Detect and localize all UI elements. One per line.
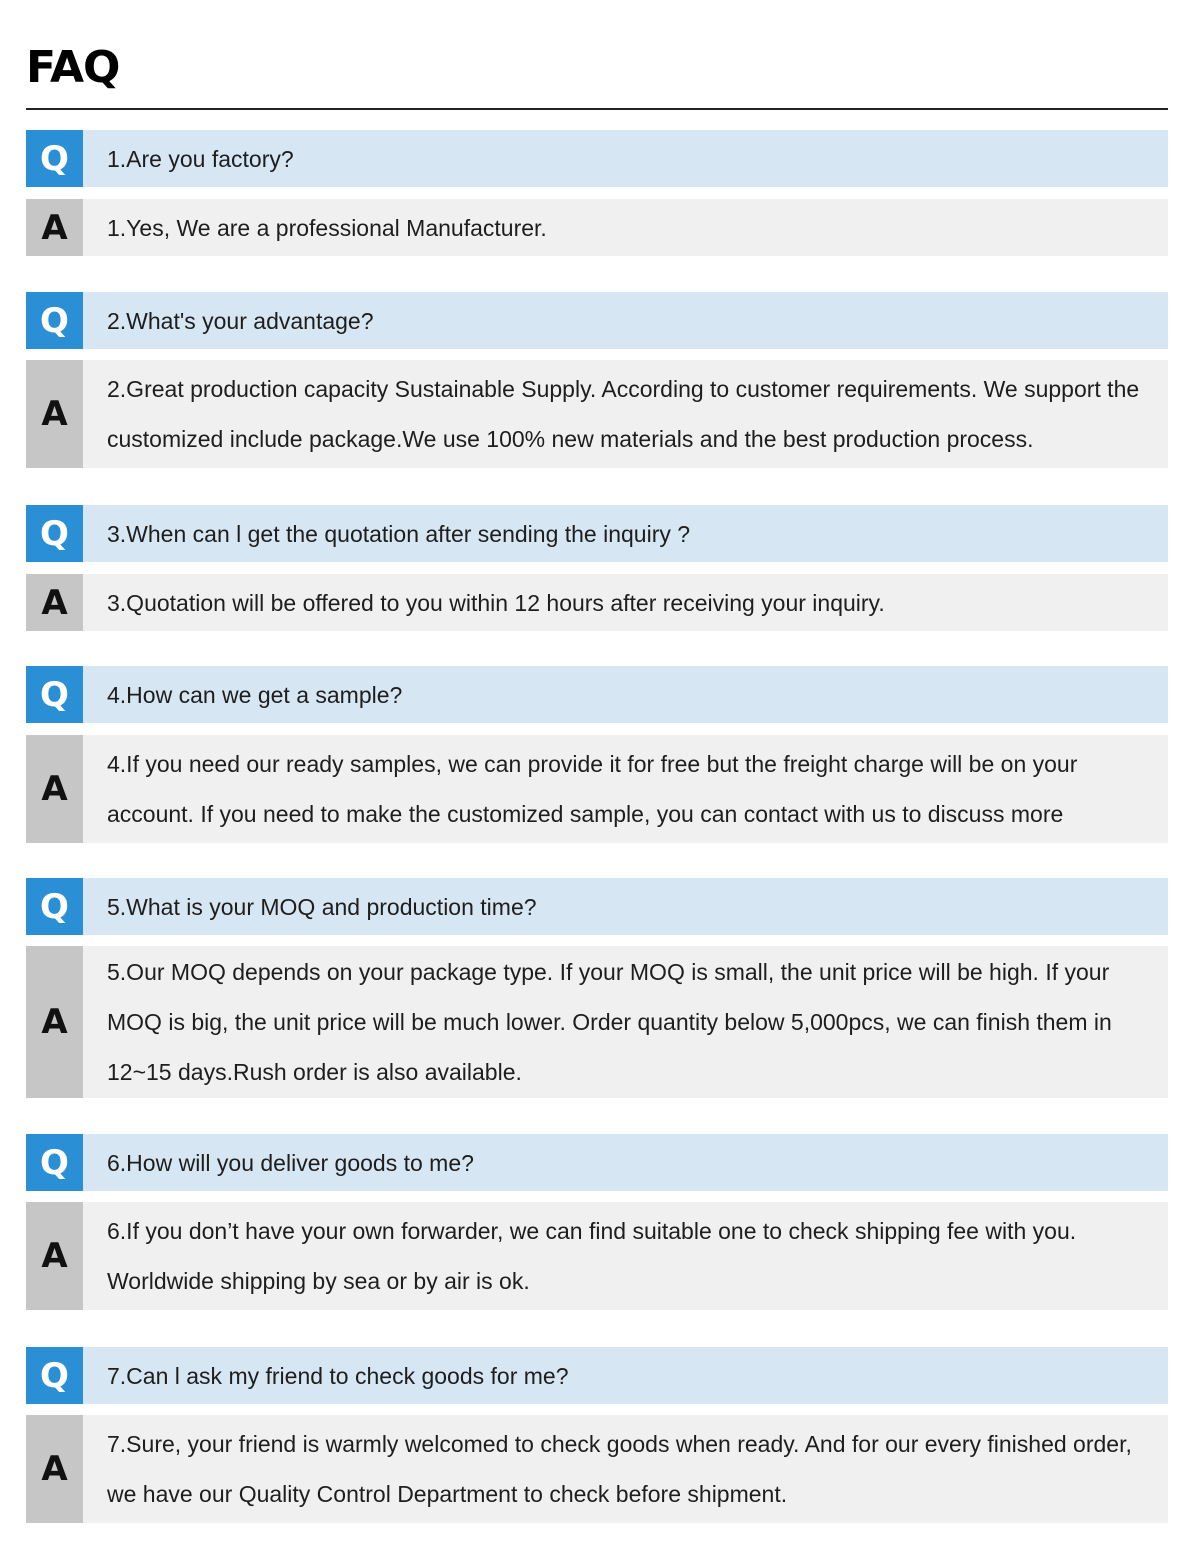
question-row bbox=[26, 292, 1168, 349]
answer-row bbox=[26, 574, 1168, 631]
question-badge: Q bbox=[26, 505, 83, 562]
answer-text: 7.Sure, your friend is warmly welcomed to check goods when ready. And for our every finished order, we have our Quality Control Department to check before shipment. bbox=[107, 1431, 1132, 1507]
question-badge: Q bbox=[26, 878, 83, 935]
question-badge: Q bbox=[26, 130, 83, 187]
answer-text: 1.Yes, We are a professional Manufacturer. bbox=[107, 214, 547, 241]
question-row bbox=[26, 878, 1168, 935]
question-text: 2.What's your advantage? bbox=[107, 307, 374, 334]
title-divider bbox=[26, 108, 1168, 110]
question-badge: Q bbox=[26, 666, 83, 723]
answer-row bbox=[26, 1415, 1168, 1523]
answer-row bbox=[26, 199, 1168, 256]
answer-badge: A bbox=[26, 1415, 83, 1523]
page-title: FAQ bbox=[26, 42, 120, 93]
answer-text: 4.If you need our ready samples, we can provide it for free but the freight charge will be on your account. If you need to make the customized sample, you can contact with us to discuss more bbox=[107, 751, 1078, 827]
question-text: 7.Can l ask my friend to check goods for me? bbox=[107, 1362, 569, 1389]
answer-badge: A bbox=[26, 946, 83, 1098]
question-badge: Q bbox=[26, 1134, 83, 1191]
answer-text: 5.Our MOQ depends on your package type. If your MOQ is small, the unit price will be high. If your MOQ is big, the unit price will be much lower. Order quantity below 5,000pcs, we can finish them in 12~15 days.Rush order is also available. bbox=[107, 959, 1112, 1085]
question-text: 3.When can l get the quotation after sending the inquiry ? bbox=[107, 520, 691, 547]
question-badge: Q bbox=[26, 1347, 83, 1404]
answer-row bbox=[26, 735, 1168, 843]
question-text: 4.How can we get a sample? bbox=[107, 681, 403, 708]
answer-row bbox=[26, 1202, 1168, 1310]
answer-badge: A bbox=[26, 199, 83, 256]
question-text: 5.What is your MOQ and production time? bbox=[107, 893, 537, 920]
question-row bbox=[26, 1347, 1168, 1404]
answer-text: 6.If you don’t have your own forwarder, we can find suitable one to check shipping fee with you. Worldwide shipping by sea or by air is ok. bbox=[107, 1218, 1077, 1294]
question-text: 1.Are you factory? bbox=[107, 145, 294, 172]
answer-badge: A bbox=[26, 1202, 83, 1310]
answer-badge: A bbox=[26, 360, 83, 468]
question-row bbox=[26, 130, 1168, 187]
answer-badge: A bbox=[26, 735, 83, 843]
question-badge: Q bbox=[26, 292, 83, 349]
answer-row bbox=[26, 360, 1168, 468]
answer-row bbox=[26, 946, 1168, 1098]
question-row bbox=[26, 1134, 1168, 1191]
answer-text: 3.Quotation will be offered to you within 12 hours after receiving your inquiry. bbox=[107, 589, 885, 616]
question-text: 6.How will you deliver goods to me? bbox=[107, 1149, 474, 1176]
question-row bbox=[26, 505, 1168, 562]
question-row bbox=[26, 666, 1168, 723]
answer-text: 2.Great production capacity Sustainable Supply. According to customer requirements. We support the customized include package.We use 100% new materials and the best production process. bbox=[107, 376, 1140, 452]
answer-badge: A bbox=[26, 574, 83, 631]
